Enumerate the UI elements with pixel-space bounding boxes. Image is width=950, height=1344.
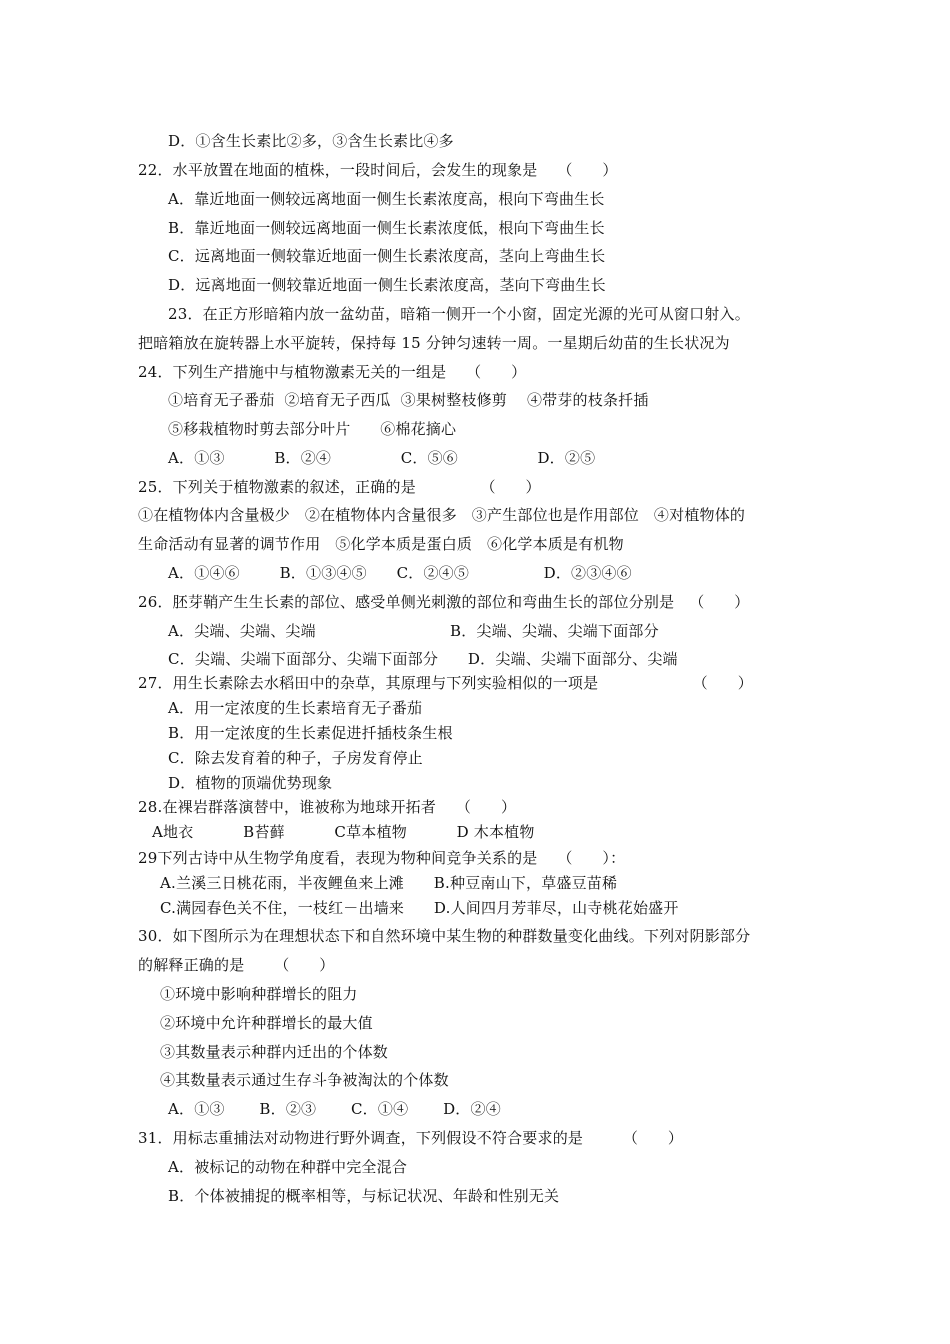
text-line: 27．用生长素除去水稻田中的杂草，其原理与下列实验相似的一项是 （ ）	[138, 674, 753, 692]
text-line: A．①③ B．②③ C．①④ D．②④	[168, 1100, 501, 1118]
text-line: ①在植物体内含量极少 ②在植物体内含量很多 ③产生部位也是作用部位 ④对植物体的	[138, 506, 746, 524]
text-line: D．①含生长素比②多，③含生长素比④多	[168, 132, 454, 150]
text-line: B．靠近地面一侧较远离地面一侧生长素浓度低，根向下弯曲生长	[168, 219, 605, 237]
text-line: 29下列古诗中从生物学角度看，表现为物种间竞争关系的是 （ ）：	[138, 849, 626, 867]
text-line: B．个体被捕捉的概率相等，与标记状况、年龄和性别无关	[168, 1187, 560, 1205]
text-line: C．除去发育着的种子，子房发育停止	[168, 749, 423, 767]
text-line: C．尖端、尖端下面部分、尖端下面部分 D．尖端、尖端下面部分、尖端	[168, 650, 678, 668]
text-line: ⑤移栽植物时剪去部分叶片 ⑥棉花摘心	[168, 420, 457, 438]
text-line: 30．如下图所示为在理想状态下和自然环境中某生物的种群数量变化曲线。下列对阴影部分	[138, 927, 751, 945]
text-line: D．远离地面一侧较靠近地面一侧生长素浓度高，茎向下弯曲生长	[168, 276, 606, 294]
text-line: B．用一定浓度的生长素促进扦插枝条生根	[168, 724, 453, 742]
text-line: 22．水平放置在地面的植株，一段时间后，会发生的现象是 （ ）	[138, 161, 618, 179]
text-line: ①环境中影响种群增长的阻力	[160, 985, 358, 1003]
text-line: 24．下列生产措施中与植物激素无关的一组是 （ ）	[138, 363, 527, 381]
text-line: ④其数量表示通过生存斗争被淘汰的个体数	[160, 1071, 449, 1089]
text-line: A．尖端、尖端、尖端 B．尖端、尖端、尖端下面部分	[168, 622, 659, 640]
text-line: C．远离地面一侧较靠近地面一侧生长素浓度高，茎向上弯曲生长	[168, 247, 606, 265]
text-line: A.兰溪三日桃花雨，半夜鲤鱼来上滩 B.种豆南山下，草盛豆苗稀	[160, 874, 618, 892]
text-line: A．用一定浓度的生长素培育无子番茄	[168, 699, 423, 717]
text-line: ③其数量表示种群内迁出的个体数	[160, 1043, 389, 1061]
text-line: A地衣 B苔藓 C草本植物 D 木本植物	[152, 823, 535, 841]
text-line: C.满园春色关不住，一枝红－出墙来 D.人间四月芳菲尽，山寺桃花始盛开	[160, 899, 679, 917]
text-line: 26．胚芽鞘产生生长素的部位、感受单侧光刺激的部位和弯曲生长的部位分别是 （ ）	[138, 593, 750, 611]
text-line: 23．在正方形暗箱内放一盆幼苗，暗箱一侧开一个小窗，固定光源的光可从窗口射入。	[168, 305, 750, 323]
text-line: 生命活动有显著的调节作用 ⑤化学本质是蛋白质 ⑥化学本质是有机物	[138, 535, 624, 553]
text-line: ②环境中允许种群增长的最大值	[160, 1014, 373, 1032]
text-line: A．被标记的动物在种群中完全混合	[168, 1158, 408, 1176]
text-line: A．①④⑥ B．①③④⑤ C．②④⑤ D．②③④⑥	[168, 564, 632, 582]
text-line: 把暗箱放在旋转器上水平旋转，保持每 15 分钟匀速转一周。一星期后幼苗的生长状况为	[138, 334, 730, 352]
text-line: 28.在裸岩群落演替中，谁被称为地球开拓者 （ ）	[138, 798, 517, 816]
text-line: 25．下列关于植物激素的叙述，正确的是 （ ）	[138, 478, 541, 496]
text-line: 的解释正确的是 （ ）	[138, 956, 335, 974]
text-line: D．植物的顶端优势现象	[168, 774, 333, 792]
text-line: A．靠近地面一侧较远离地面一侧生长素浓度高，根向下弯曲生长	[168, 190, 605, 208]
text-line: A．①③ B．②④ C．⑤⑥ D．②⑤	[168, 449, 596, 467]
text-line: 31．用标志重捕法对动物进行野外调查，下列假设不符合要求的是 （ ）	[138, 1129, 684, 1147]
text-line: ①培育无子番茄 ②培育无子西瓜 ③果树整枝修剪 ④带芽的枝条扦插	[168, 391, 649, 409]
